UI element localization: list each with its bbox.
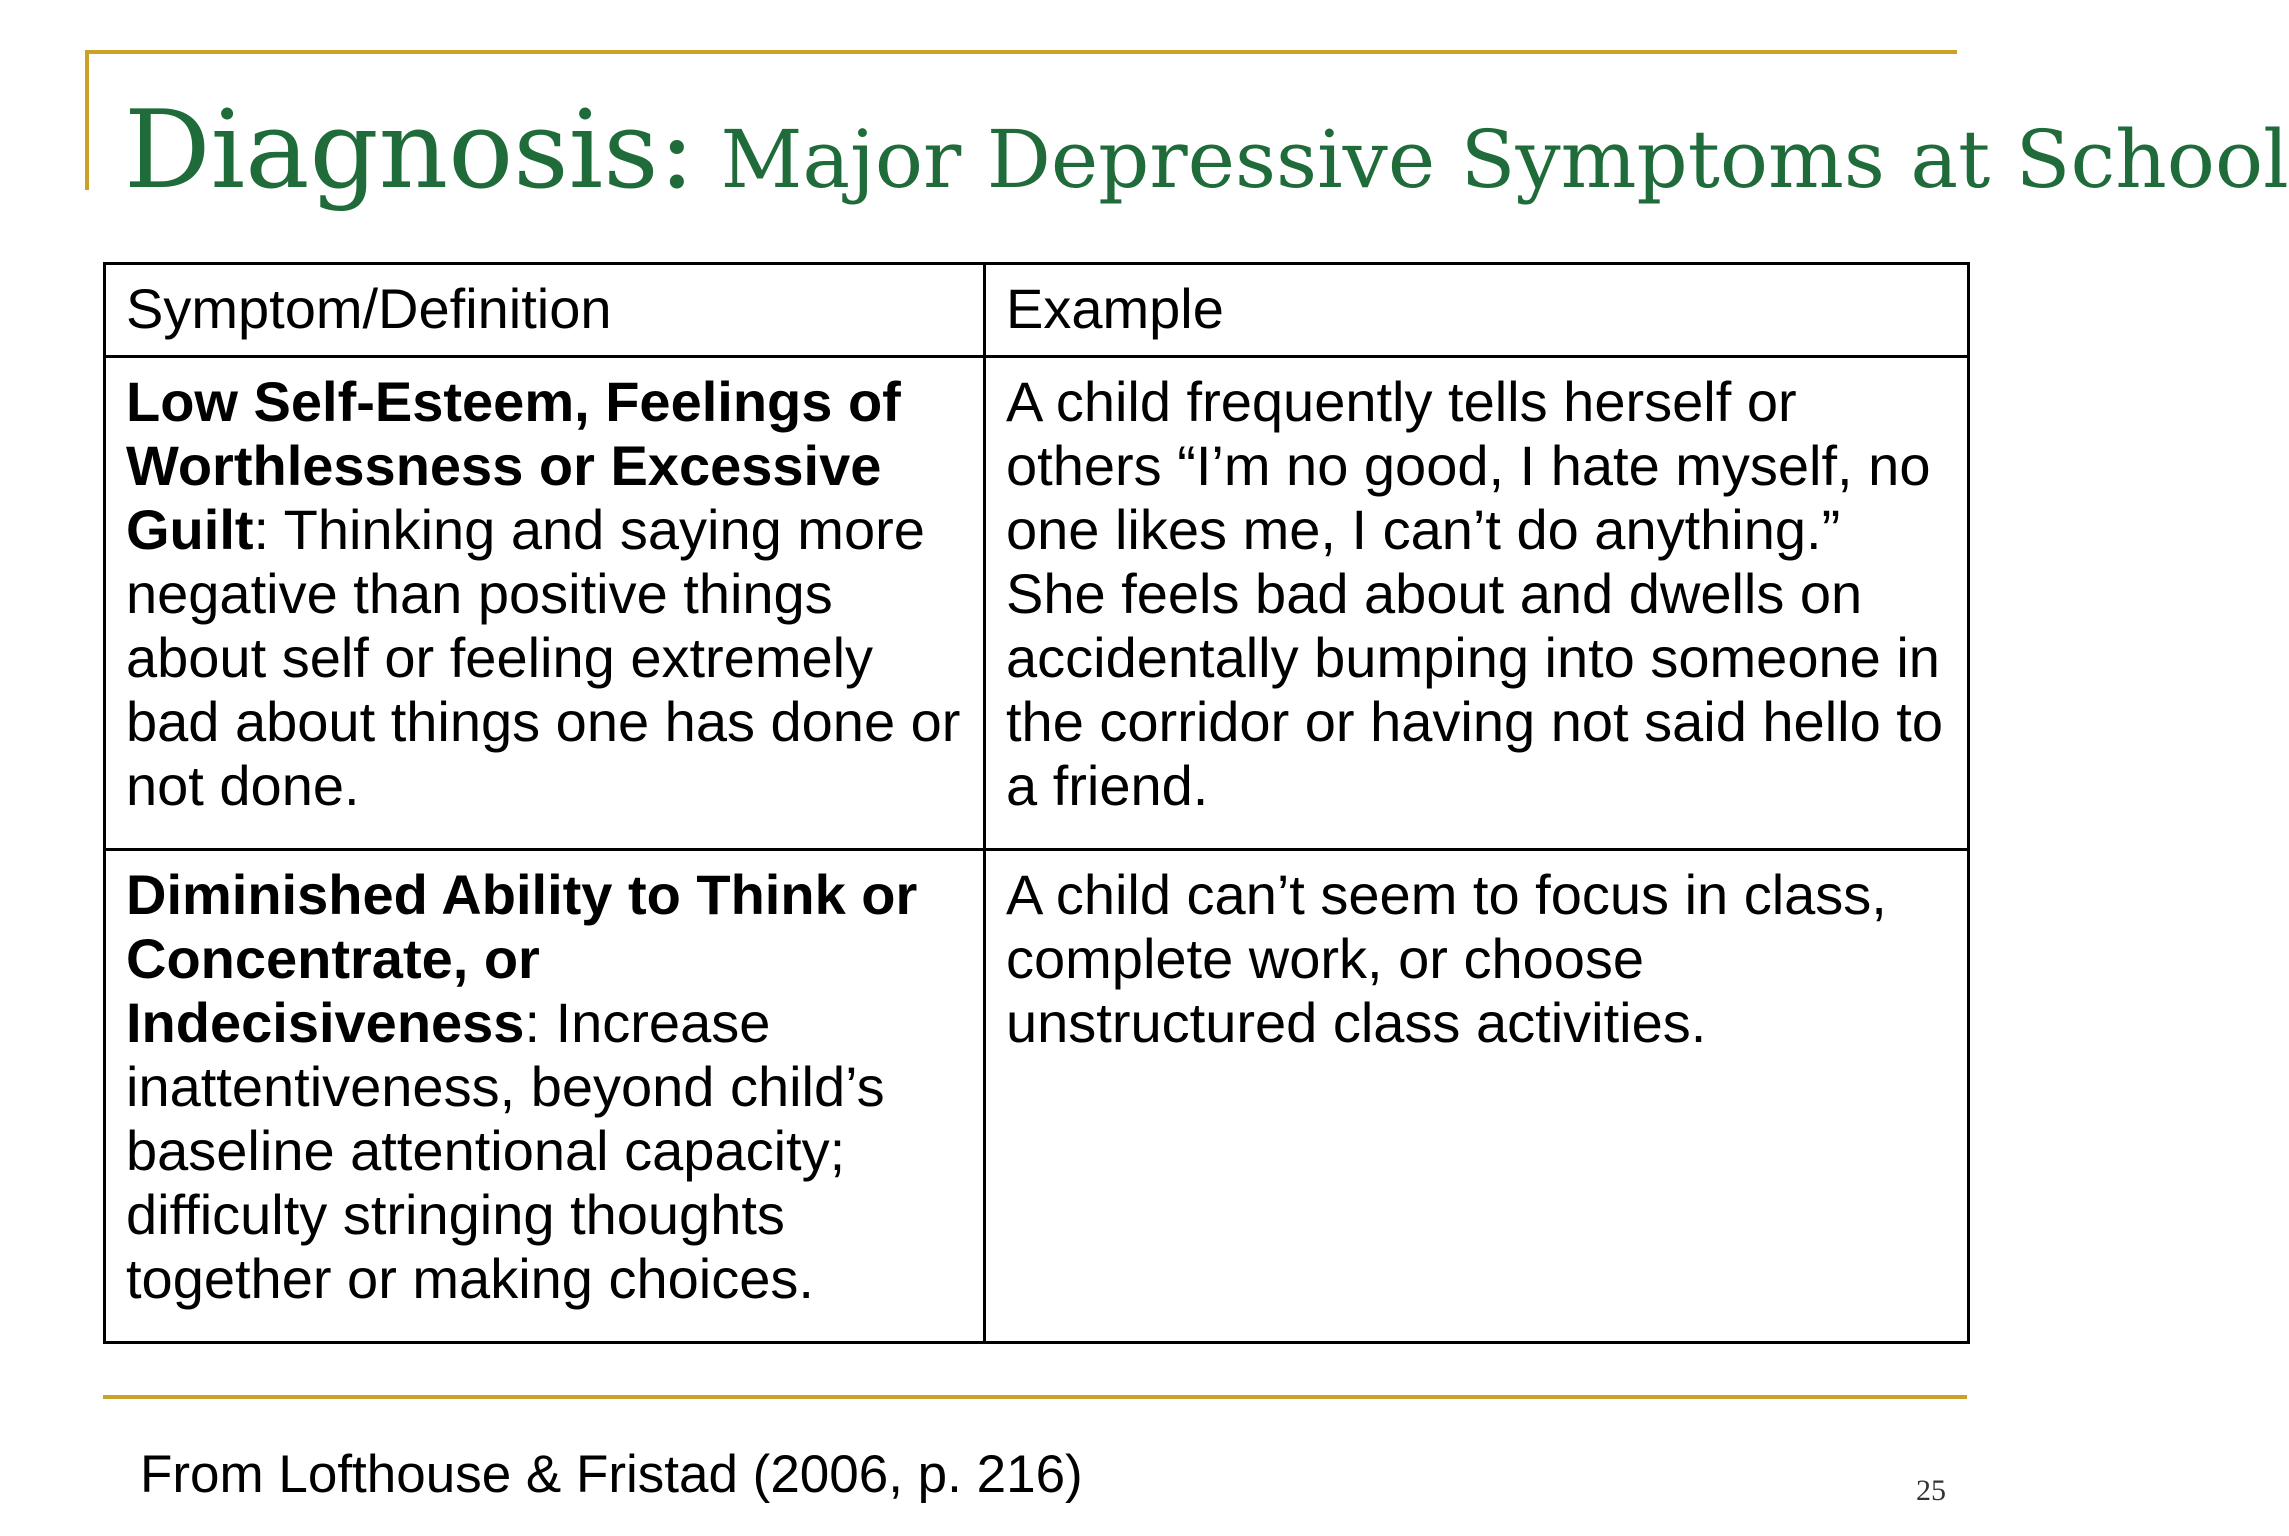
- symptom-cell: [105, 850, 985, 1343]
- bottom-decorative-rule: [103, 1395, 1967, 1399]
- source-citation: From Lofthouse & Fristad (2006, p. 216): [140, 1445, 1083, 1504]
- symptom-cell: [105, 357, 985, 850]
- header-example: Example: [985, 264, 1969, 357]
- header-symptom-definition: Symptom/Definition: [105, 264, 985, 357]
- table-header-row: [105, 264, 1969, 357]
- left-decorative-rule: [85, 50, 89, 190]
- symptom-definition: : Thinking and saying more negative than positive things about self or feeling extremely bad about things one has done or not done.: [126, 498, 961, 817]
- title-main: Diagnosis:: [124, 88, 696, 213]
- symptom-name: Low Self-Esteem, Feelings of Worthlessness or Excessive Guilt: [126, 370, 901, 561]
- slide-title: [124, 88, 2289, 213]
- symptom-name: Diminished Ability to Think or Concentrate, or Indecisiveness: [126, 863, 918, 1054]
- example-cell: A child frequently tells herself or others “I’m no good, I hate myself, no one likes me, I can’t do anything.” She feels bad about and dwells on accidentally bumping into someone in the corridor or having not said hello to a friend.: [985, 357, 1969, 850]
- symptom-definition: : Increase inattentiveness, beyond child’s baseline attentional capacity; difficulty stringing thoughts together or making choices.: [126, 991, 885, 1310]
- top-decorative-rule: [85, 50, 1957, 54]
- symptoms-table: [103, 262, 1970, 1344]
- page-number: 25: [1916, 1474, 1946, 1507]
- title-sub: Major Depressive Symptoms at School: [695, 113, 2289, 206]
- table-row: [105, 850, 1969, 1343]
- example-cell: A child can’t seem to focus in class, complete work, or choose unstructured class activities.: [985, 850, 1969, 1343]
- table-row: [105, 357, 1969, 850]
